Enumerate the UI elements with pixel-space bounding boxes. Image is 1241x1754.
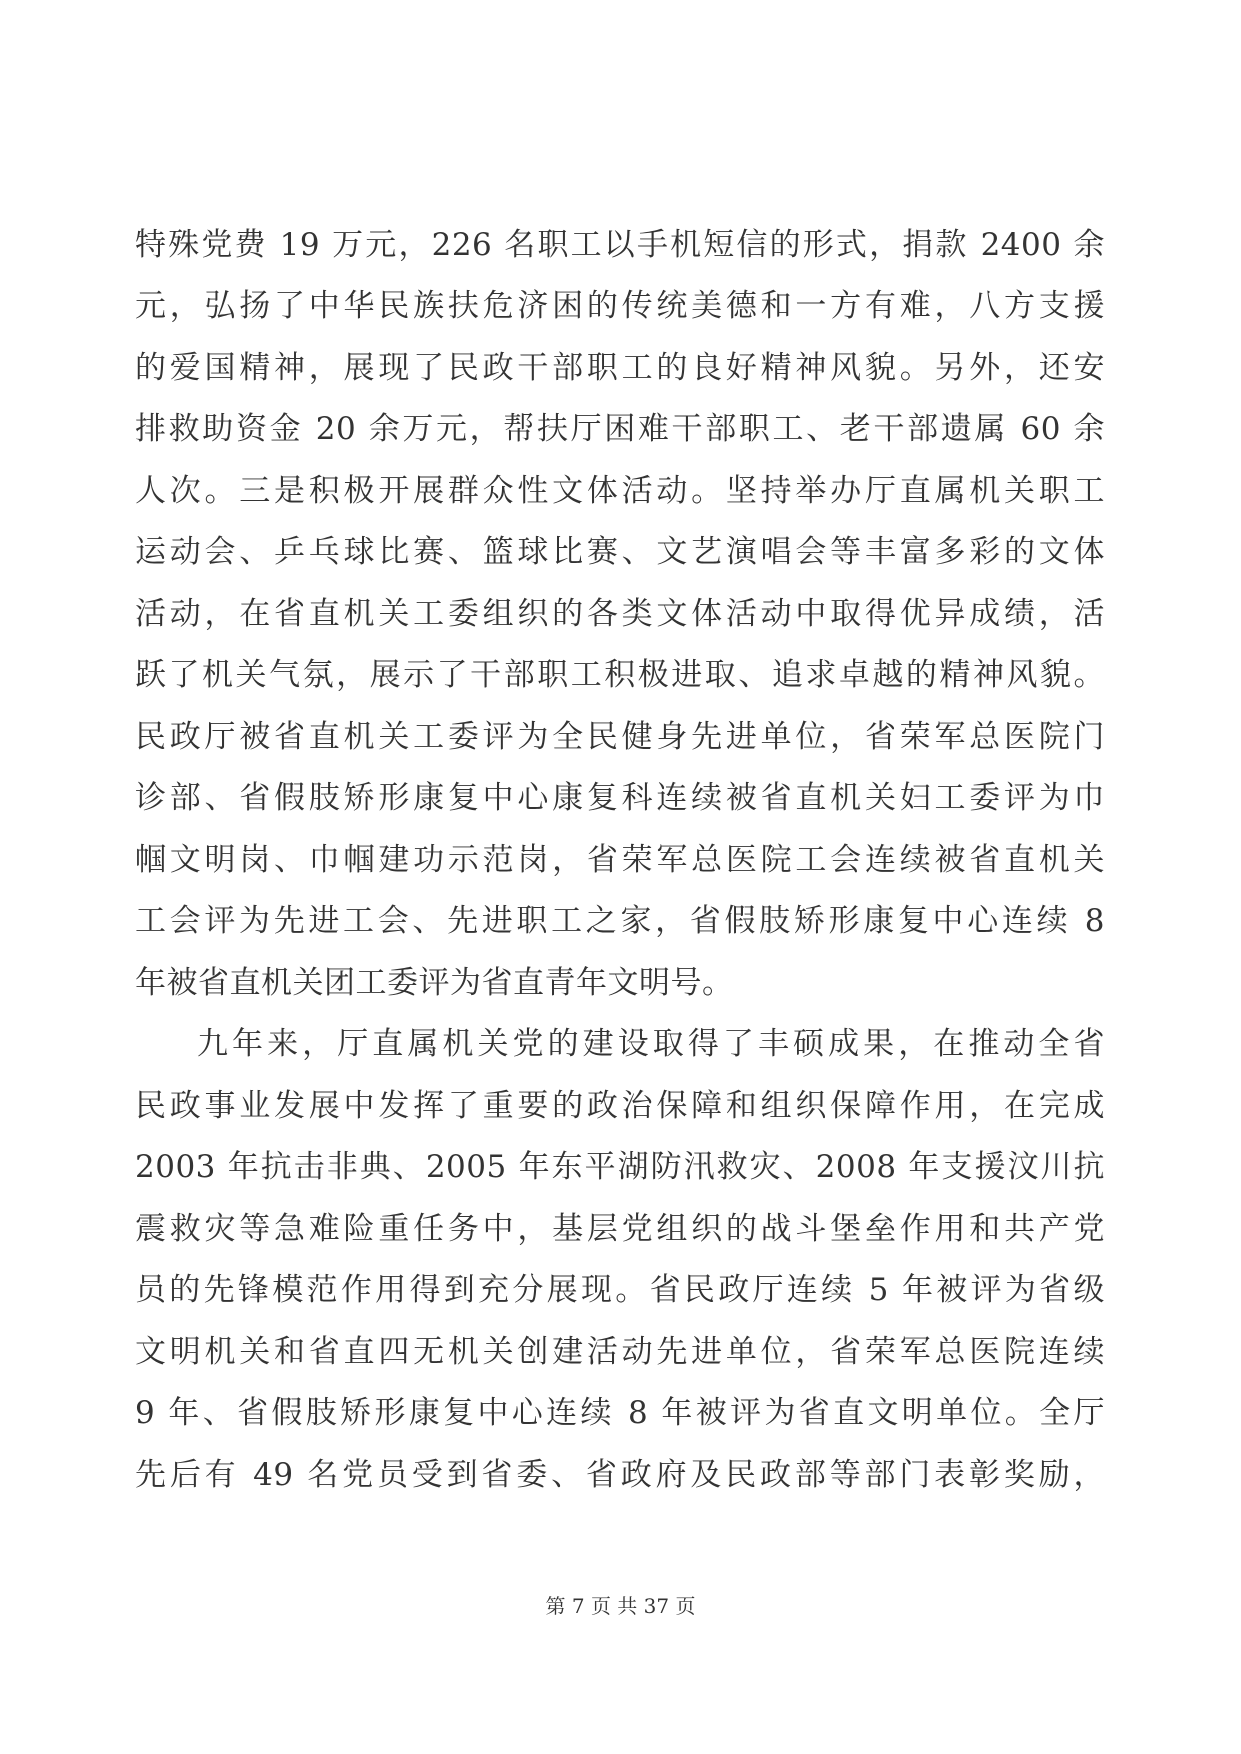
- text-line: 9 年、省假肢矫形康复中心连续 8 年被评为省直文明单位。全厅: [135, 1395, 1105, 1431]
- text-line: 跃了机关气氛，展示了干部职工积极进取、追求卓越的精神风貌。: [135, 657, 1105, 693]
- text-line: 先后有 49 名党员受到省委、省政府及民政部等部门表彰奖励，: [135, 1457, 1105, 1493]
- text-line: 2003 年抗击非典、2005 年东平湖防汛救灾、2008 年支援汶川抗: [135, 1149, 1105, 1185]
- text-line: 民政厅被省直机关工委评为全民健身先进单位，省荣军总医院门: [135, 719, 1105, 755]
- text-line: 运动会、乒乓球比赛、篮球比赛、文艺演唱会等丰富多彩的文体: [135, 534, 1105, 570]
- text-line: 震救灾等急难险重任务中，基层党组织的战斗堡垒作用和共产党: [135, 1211, 1105, 1247]
- text-line: 民政事业发展中发挥了重要的政治保障和组织保障作用，在完成: [135, 1088, 1105, 1124]
- text-line: 文明机关和省直四无机关创建活动先进单位，省荣军总医院连续: [135, 1334, 1105, 1370]
- text-line: 特殊党费 19 万元，226 名职工以手机短信的形式，捐款 2400 余: [135, 227, 1105, 263]
- page-number-footer: 第 7 页 共 37 页: [545, 1594, 696, 1618]
- text-line: 人次。三是积极开展群众性文体活动。坚持举办厅直属机关职工: [135, 473, 1105, 509]
- text-line: 诊部、省假肢矫形康复中心康复科连续被省直机关妇工委评为巾: [135, 780, 1105, 816]
- text-line: 排救助资金 20 余万元，帮扶厅困难干部职工、老干部遗属 60 余: [135, 411, 1105, 447]
- text-line: 元，弘扬了中华民族扶危济困的传统美德和一方有难，八方支援: [135, 288, 1105, 324]
- text-line: 员的先锋模范作用得到充分展现。省民政厅连续 5 年被评为省级: [135, 1272, 1105, 1308]
- paragraph-first-line: 九年来，厅直属机关党的建设取得了丰硕成果，在推动全省: [197, 1026, 1105, 1062]
- text-line: 的爱国精神，展现了民政干部职工的良好精神风貌。另外，还安: [135, 350, 1105, 386]
- text-line: 帼文明岗、巾帼建功示范岗，省荣军总医院工会连续被省直机关: [135, 842, 1105, 878]
- text-line: 活动，在省直机关工委组织的各类文体活动中取得优异成绩，活: [135, 596, 1105, 632]
- text-line: 年被省直机关团工委评为省直青年文明号。: [135, 965, 734, 1001]
- text-line: 工会评为先进工会、先进职工之家，省假肢矫形康复中心连续 8: [135, 903, 1105, 939]
